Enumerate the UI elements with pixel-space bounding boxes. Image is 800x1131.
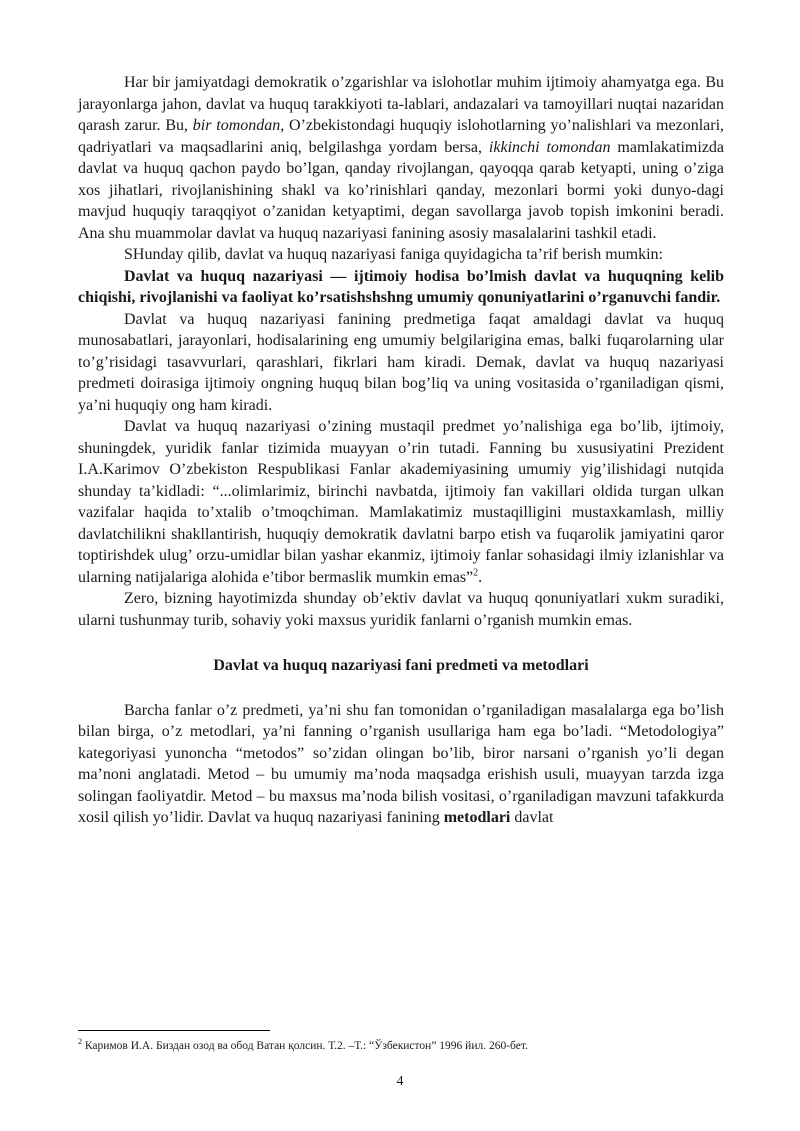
footnote-divider: [78, 1030, 270, 1031]
paragraph-conclusion: Zero, bizning hayotimizda shunday ob’ektiv davlat va huquq qonuniyatlari xukm suradiki, ularni tushunmay turib, sohaviy yoki maxsus yuridik fanlarni o’rganish mumkin emas.: [78, 590, 724, 629]
footnote-marker[interactable]: 2: [473, 567, 479, 579]
paragraph-quote: [78, 416, 724, 588]
footnote: [78, 1037, 724, 1052]
paragraph-text: Har bir jamiyatdagi demokratik o’zgarishlar va islohotlar muhim ijtimoiy ahamyatga ega. Bu jarayonlarga jahon, davlat va huquq tarakkiyoti ta-lablari, andazalari va tamoyillari nuqtai nazaridan qarash zarur. Bu,: [78, 74, 724, 134]
emphasis-text: bir tomondan,: [192, 117, 285, 134]
paragraph-definition: Davlat va huquq nazariyasi — ijtimoiy hodisa bo’lmish davlat va huquqning kelib chiqishi, rivojlanishi va faoliyat ko’rsatishshshng umumiy qonuniyatlarini o’rganuvchi fandir.: [78, 267, 724, 306]
paragraph-text: O’zbekistondagi huquqiy islohotlarning yo’nalishlari va mezonlari, qadriyatlari va maqsadlarini aniq, belgilashga yordam bersa,: [78, 117, 725, 156]
paragraph-text: .: [478, 568, 483, 586]
page-number: 4: [396, 1074, 404, 1089]
document-body: [78, 72, 724, 829]
paragraph-text: mamlakatimizda davlat va huquq qachon paydo bo’lgan, qanday rivojlangan, qayoqqa qarab ketyapti, uning o’ziga xos jihatlari, rivojlanishining shakl va ko’rinishlari qanday, mezonlari bormi yoki dunyo-dagi mavjud huquqiy taraqqiyot o’zanidan ketyaptimi, degan savollarga javob topish imkonini beradi. Ana shu muammolar davlat va huquq nazariyasi fanining asosiy masalalarini tashkil etadi.: [78, 138, 725, 242]
footnote-number: 2: [78, 1037, 82, 1047]
paragraph-text: davlat: [510, 809, 554, 826]
paragraph-methods: [78, 700, 724, 829]
emphasis-text: ikkinchi tomondan: [488, 138, 611, 156]
paragraph-text: Barcha fanlar o’z predmeti, ya’ni shu fan tomonidan o’rganiladigan masalalarga ega bo’lish bilan birga, o’z metodlari, ya’ni fanning o’rganish usullariga ham ega bo’ladi. “Metodologiya” kategoriyasi yunoncha “metodos” so’zidan olingan bo’lib, biror narsani o’rganish yo’li degan ma’noni anglatadi. Metod – bu umumiy ma’noda maqsadga erishish usuli, muayyan tarzda izga solingan faoliyatdir. Metod – bu maxsus ma’noda bilish vositasi, o’rganiladigan mavzuni tafakkurda xosil qilish yo’lidir. Davlat va huquq nazariyasi fanining: [78, 701, 724, 826]
paragraph-intro: [78, 72, 724, 244]
paragraph-subject: Davlat va huquq nazariyasi fanining predmetiga faqat amaldagi davlat va huquq munosabatlari, jarayonlari, hodisalarining eng umumiy belgilarigina emas, balki fuqarolarning ular to’g’risidagi tasavvurlari, qarashlari, fikrlari ham kiradi. Demak, davlat va huquq nazariyasi predmeti doirasiga ijtimoiy ongning huquq bilan bog’liq va uning vositasida o’rganiladigan qismi, ya’ni huquqiy ong ham kiradi.: [78, 310, 724, 414]
paragraph-text: Davlat va huquq nazariyasi o’zining mustaqil predmet yo’nalishiga ega bo’lib, ijtimoiy, shuningdek, yuridik fanlar tizimida muayyan o’rin tutadi. Fanning bu xususiyatini Prezident I.A.Karimov O’zbekiston Respublikasi Fanlar akademiyasining umumiy yig’ilishidagi nutqida shunday ta’kidladi: “...olimlarimiz, birinchi navbatda, ijtimoiy fan vakillari oldida turgan ulkan vazifalar haqida to’xtalib o’tmoqchiman. Mamlakatimiz mustaqilligini mustaxkamlash, milliy davlatchilikni shakllantirish, huquqiy demokratik davlatni barpo etish va fuqarolik jamiyatini qaror toptirishdek ulug’ orzu-umidlar bilan yashar ekanmiz, ijtimoiy fanlar sohasidagi ilmiy izlanishlar va ularning natijalariga alohida e’tibor bermaslik mumkin emas”: [78, 418, 724, 586]
section-heading: Davlat va huquq nazariyasi fani predmeti va metodlari: [213, 657, 589, 674]
footnote-text: Каримов И.А. Биздан озод ва обод Ватан қолсин. Т.2. –Т.: “Ўзбекистон” 1996 йил. 260-бет.: [82, 1040, 528, 1052]
bold-term: metodlari: [443, 809, 511, 826]
paragraph-definition-lead: SHunday qilib, davlat va huquq nazariyasi faniga quyidagicha ta’rif berish mumkin:: [124, 246, 663, 263]
